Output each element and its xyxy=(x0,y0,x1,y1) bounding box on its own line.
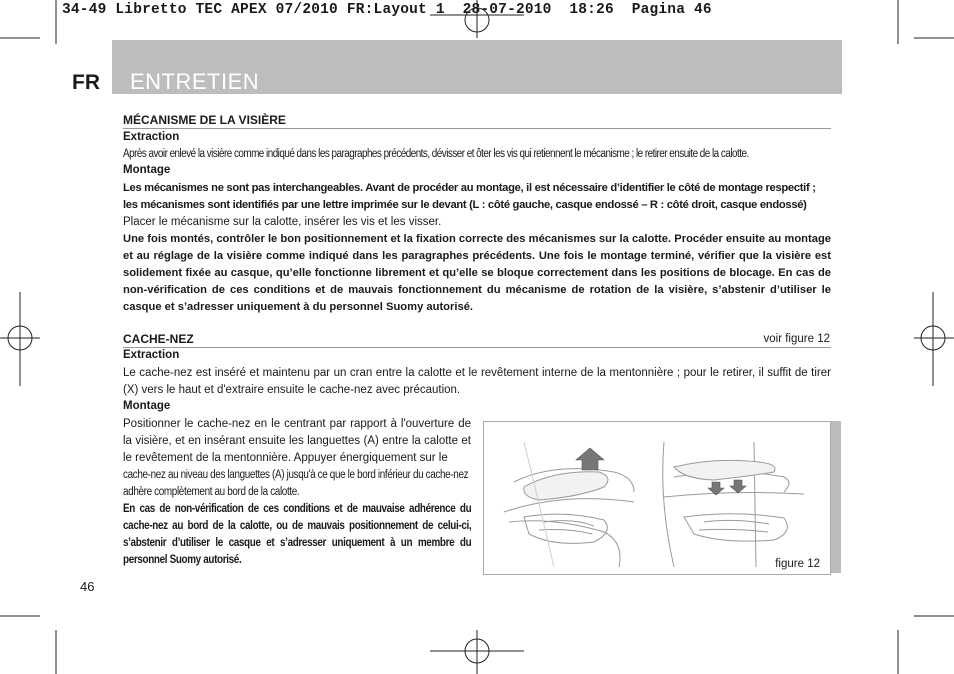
figure-shadow xyxy=(831,421,841,573)
nose-guard-illustration xyxy=(484,422,830,574)
pull-up-arrow-icon xyxy=(576,448,604,470)
extraction-label: Extraction xyxy=(123,131,180,143)
montage-text-2: cache-nez au niveau des languettes (A) jusqu'à ce que le bord inférieur du cache-nez adhère complètement au bord de la calotte. xyxy=(123,469,469,498)
extraction-text: Le cache-nez est inséré et maintenu par un cran entre la calotte et le revêtement interne de la mentonnière ; pour le retirer, il suffit de tirer (X) vers le haut et d'extraire ensuite le cache-nez avec précaution. xyxy=(123,367,831,396)
section-title-nose-guard: CACHE-NEZ xyxy=(123,332,194,346)
print-slug: 34-49 Libretto TEC APEX 07/2010 FR:Layout 1 28-07-2010 18:26 Pagina 46 xyxy=(62,2,712,18)
montage-label: Montage xyxy=(123,164,171,176)
page-number: 46 xyxy=(80,579,95,594)
mechanism-warning: Une fois montés, contrôler le bon positionnement et la fixation correcte des mécanismes sur la calotte. Procéder ensuite au montage et au réglage de la visière comme indiqué dans les paragraphes précédents. Une fois le montage terminé, vérifier que la visière est solidement fixée au casque, qu’elle fonctionne librement et qu’elle se bloque correctement dans les positions de blocage. En cas de non-vérification de ces conditions et de mauvais fonctionnement du mécanisme de rotation de la visière, s’abstenir d’utiliser le casque et s’adresser uniquement à du personnel Suomy autorisé. xyxy=(123,233,831,313)
section-rule xyxy=(123,347,831,348)
see-figure-reference: voir figure 12 xyxy=(763,333,830,345)
language-code: FR xyxy=(72,71,100,94)
figure-caption: figure 12 xyxy=(775,558,820,570)
section-title-visor-mechanism: MÉCANISME DE LA VISIÈRE xyxy=(123,113,286,127)
montage-label: Montage xyxy=(123,400,171,412)
montage-warning-line1: Les mécanismes ne sont pas interchangeables. Avant de procéder au montage, il est nécessaire d’identifier le côté de montage respectif ; xyxy=(123,182,816,194)
nose-guard-warning: En cas de non-vérification de ces conditions et de mauvaise adhérence du cache-nez au bord de la calotte, ou de mauvais positionnement de celui-ci, s’abstenir d’utiliser le casque et s’adresser uniquement à un membre du personnel Suomy autorisé. xyxy=(123,503,472,566)
section-rule xyxy=(123,128,831,129)
montage-warning-line2: les mécanismes sont identifiés par une lettre imprimée sur le devant (L : côté gauche, casque endossé – R : côté droit, casque endossé) xyxy=(123,199,807,211)
extraction-label: Extraction xyxy=(123,349,180,361)
figure-12 xyxy=(483,421,831,575)
montage-text: Placer le mécanisme sur la calotte, insérer les vis et les visser. xyxy=(123,216,442,228)
montage-text-1: Positionner le cache-nez en le centrant par rapport à l'ouverture de la visière, et en insérant ensuite les languettes (A) entre la calotte et le revêtement de la mentonnière. Appuyer énergiquement sur le xyxy=(123,418,471,464)
page-title: ENTRETIEN xyxy=(130,69,260,94)
extraction-text: Après avoir enlevé la visière comme indiqué dans les paragraphes précédents, dévisser et ôter les vis qui retiennent le mécanisme ; le retirer ensuite de la calotte. xyxy=(123,148,749,160)
